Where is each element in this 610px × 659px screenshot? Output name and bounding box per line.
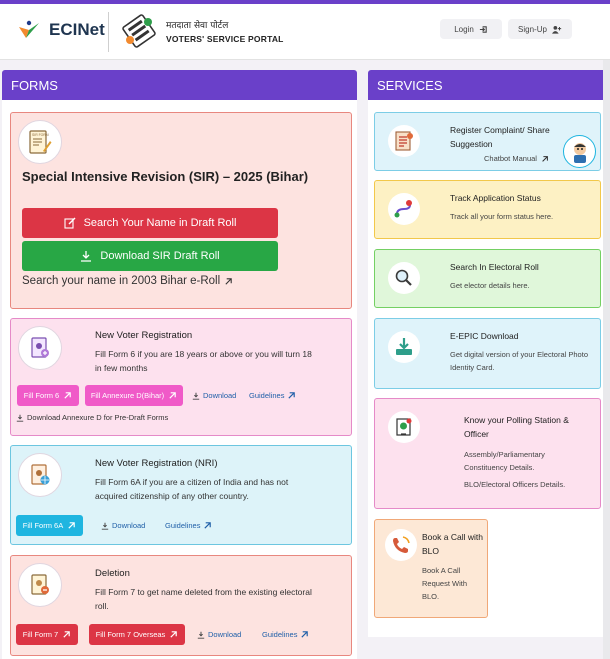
header-divider [108, 12, 109, 52]
sir-form-icon [18, 120, 62, 164]
fill-form6-label: Fill Form 6 [23, 391, 60, 400]
arrow-up-right-icon [63, 391, 72, 400]
search-roll-desc: Get elector details here. [450, 281, 530, 290]
track-application-card[interactable] [374, 180, 601, 239]
search-2003-eroll-link[interactable] [22, 275, 233, 287]
form6a-icon [18, 453, 62, 497]
nri-voter-desc: Fill Form 6A if you are a citizen of India and has not acquired citizenship of any other country. [95, 477, 289, 501]
polling-station-card[interactable] [374, 398, 601, 509]
ecinet-logo[interactable] [16, 18, 105, 42]
arrow-up-right-icon [300, 630, 309, 639]
search-electoral-roll-card[interactable] [374, 249, 601, 308]
svg-text:SIR FORM: SIR FORM [32, 133, 49, 137]
download-icon [16, 414, 24, 422]
download-sir-draft-roll-button[interactable] [22, 241, 278, 271]
fill-form7-button[interactable] [16, 624, 78, 645]
nri-voter-title: New Voter Registration (NRI) [95, 458, 218, 469]
fill-form6a-button[interactable] [16, 515, 83, 536]
fill-form6-button[interactable] [17, 385, 79, 406]
form6a-guidelines-link[interactable] [165, 521, 212, 530]
form7-download-label: Download [208, 630, 242, 639]
arrow-up-right-icon [541, 155, 549, 163]
form7-guidelines-label: Guidelines [262, 630, 298, 639]
eci-emblem-icon [120, 12, 158, 50]
ecinet-logo-text: ECINet [49, 20, 105, 39]
page-scrollbar[interactable] [603, 60, 610, 659]
fill-form7-overseas-label: Fill Form 7 Overseas [95, 630, 166, 639]
e-epic-download-card[interactable] [374, 318, 601, 389]
fill-form6a-label: Fill Form 6A [22, 521, 64, 530]
arrow-up-right-icon [168, 391, 177, 400]
forms-header: FORMS [2, 70, 357, 100]
book-blo-call-card[interactable] [374, 519, 488, 618]
sir-title: Special Intensive Revision (SIR) – 2025 (Bihar) [22, 169, 309, 184]
deletion-title: Deletion [95, 568, 130, 579]
login-label: Login [454, 24, 474, 34]
form7-guidelines-link[interactable] [262, 630, 309, 639]
search-2003-eroll-label: Search your name in 2003 Bihar e-Roll [22, 275, 221, 287]
chatbot-avatar[interactable] [563, 135, 596, 168]
blo-desc: Book A Call Request With BLO. [422, 566, 468, 601]
edit-icon [64, 217, 76, 229]
search-draft-roll-label: Search Your Name in Draft Roll [83, 217, 237, 229]
login-icon [479, 25, 488, 34]
track-status-icon [388, 193, 420, 225]
epic-download-icon [388, 331, 420, 363]
blo-title: Book a Call with BLO [422, 532, 483, 556]
search-draft-roll-button[interactable] [22, 208, 278, 238]
portal-hindi-title: मतदाता सेवा पोर्टल [166, 21, 229, 31]
arrow-up-right-icon [62, 630, 71, 639]
complaint-icon [388, 125, 420, 157]
download-icon [101, 522, 109, 530]
search-roll-title: Search In Electoral Roll [450, 262, 539, 272]
polling-desc-officers: BLO/Electoral Officers Details. [464, 480, 566, 489]
sir-card [10, 112, 352, 309]
download-sir-draft-roll-label: Download SIR Draft Roll [100, 250, 220, 262]
epic-title: E-EPIC Download [450, 331, 519, 341]
form6-guidelines-link[interactable] [249, 391, 296, 400]
arrow-up-right-icon [67, 521, 76, 530]
phone-call-icon [385, 529, 417, 561]
arrow-up-right-icon [287, 391, 296, 400]
chatbot-manual-label: Chatbot Manual [484, 154, 537, 163]
fill-annexure-d-label: Fill Annexure D(Bihar) [90, 391, 165, 400]
polling-station-icon [388, 411, 420, 443]
login-button[interactable] [440, 19, 502, 39]
signup-button[interactable] [508, 19, 572, 39]
epic-desc: Get digital version of your Electoral Photo Identity Card. [450, 350, 588, 372]
form6-guidelines-label: Guidelines [249, 391, 285, 400]
form6-download-label: Download [203, 391, 237, 400]
track-title: Track Application Status [450, 193, 541, 203]
chatbot-manual-link[interactable] [484, 152, 549, 165]
new-voter-title: New Voter Registration [95, 330, 193, 341]
form7-download-link[interactable] [197, 630, 241, 639]
form7-icon [18, 563, 62, 607]
annexure-d-download-label: Download Annexure D for Pre-Draft Forms [27, 413, 169, 422]
external-arrow-icon [224, 277, 233, 286]
form6-download-link[interactable] [192, 391, 236, 400]
arrow-up-right-icon [203, 521, 212, 530]
polling-title: Know your Polling Station & Officer [464, 415, 569, 439]
form6a-download-link[interactable] [101, 521, 145, 530]
form6a-guidelines-label: Guidelines [165, 521, 201, 530]
form6a-download-label: Download [112, 521, 146, 530]
new-voter-card [10, 318, 352, 436]
arrow-up-right-icon [169, 630, 178, 639]
new-voter-desc: Fill Form 6 if you are 18 years or above or you will turn 18 in few months [95, 349, 312, 373]
polling-desc-constituency: Assembly/Parliamentary Constituency Details. [464, 450, 545, 472]
deletion-desc: Fill Form 7 to get name deleted from the existing electoral roll. [95, 587, 312, 611]
user-plus-icon [552, 25, 562, 34]
form6-icon [18, 326, 62, 370]
track-desc: Track all your form status here. [450, 212, 554, 221]
signup-label: Sign-Up [518, 24, 547, 34]
portal-brand[interactable] [120, 12, 284, 50]
portal-title: VOTERS' SERVICE PORTAL [166, 34, 284, 44]
fill-form7-label: Fill Form 7 [22, 630, 59, 639]
download-icon [192, 392, 200, 400]
ecinet-logo-icon [16, 18, 42, 42]
download-icon [197, 631, 205, 639]
download-icon [80, 250, 92, 262]
services-header: SERVICES [368, 70, 606, 100]
fill-form7-overseas-button[interactable] [89, 624, 185, 645]
site-header [0, 4, 610, 60]
fill-annexure-d-button[interactable] [85, 385, 183, 406]
search-icon [388, 262, 420, 294]
annexure-d-download-link[interactable] [16, 413, 168, 422]
deletion-card [10, 555, 352, 656]
chatbot-mascot-icon [568, 140, 592, 164]
complaint-title: Register Complaint/ Share Suggestion [450, 125, 550, 149]
complaint-service-card[interactable] [374, 112, 601, 171]
nri-voter-card [10, 445, 352, 545]
